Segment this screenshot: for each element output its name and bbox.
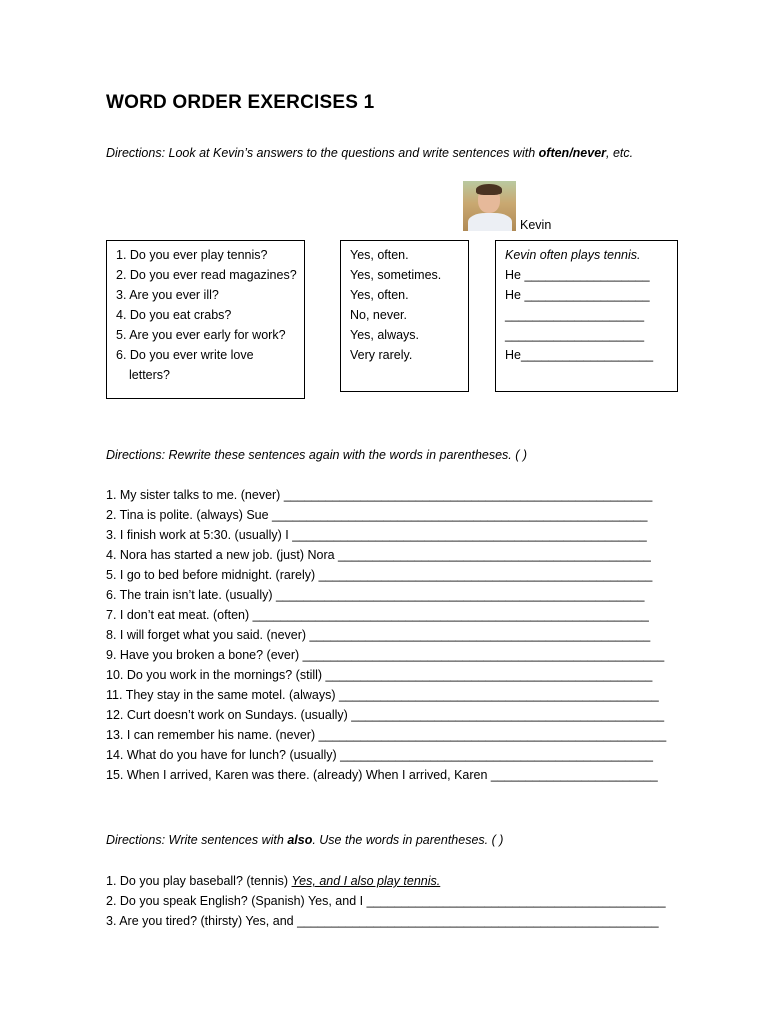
rewrite-list bbox=[106, 485, 666, 785]
answer: Yes, often. bbox=[350, 288, 409, 302]
example-sentence: Kevin often plays tennis. bbox=[505, 248, 641, 262]
answer: Yes, sometimes. bbox=[350, 268, 442, 282]
answer-blank[interactable]: He___________________ bbox=[505, 348, 654, 362]
exercise-item[interactable]: 1. My sister talks to me. (never) _____________________________________________________ bbox=[106, 488, 653, 502]
exercise-item bbox=[106, 871, 666, 891]
directions-3-text: Directions: Write sentences with bbox=[106, 833, 288, 847]
answer-blank[interactable]: He __________________ bbox=[505, 288, 650, 302]
also-list bbox=[106, 871, 666, 931]
answer: No, never. bbox=[350, 308, 407, 322]
exercise-item[interactable]: 12. Curt doesn’t work on Sundays. (usually) _____________________________________________ bbox=[106, 708, 665, 722]
exercise-item[interactable]: 2. Tina is polite. (always) Sue ______________________________________________________ bbox=[106, 508, 648, 522]
directions-1-keyword: often/never bbox=[538, 146, 607, 160]
question: 2. Do you ever read magazines? bbox=[116, 268, 297, 282]
questions-box bbox=[106, 240, 305, 399]
question: 5. Are you ever early for work? bbox=[116, 328, 286, 342]
item-prompt: 1. Do you play baseball? (tennis) bbox=[106, 874, 292, 888]
exercise-item[interactable]: 10. Do you work in the mornings? (still) _______________________________________________ bbox=[106, 668, 653, 682]
exercise-item[interactable]: 4. Nora has started a new job. (just) Nora _____________________________________________ bbox=[106, 548, 651, 562]
question: 3. Are you ever ill? bbox=[116, 288, 219, 302]
exercise-item[interactable]: 5. I go to bed before midnight. (rarely) ________________________________________________ bbox=[106, 568, 653, 582]
exercise-item[interactable]: 9. Have you broken a bone? (ever) ____________________________________________________ bbox=[106, 648, 665, 662]
directions-1-suffix: , etc. bbox=[606, 146, 634, 160]
answer: Yes, often. bbox=[350, 248, 409, 262]
exercise-item[interactable]: 3. I finish work at 5:30. (usually) I ___________________________________________________ bbox=[106, 528, 647, 542]
kevin-photo bbox=[463, 181, 516, 231]
question: 1. Do you ever play tennis? bbox=[116, 248, 268, 262]
directions-1-text: Directions: Look at Kevin’s answers to the questions and write sentences with bbox=[106, 146, 539, 160]
question: 4. Do you eat crabs? bbox=[116, 308, 232, 322]
exercise-item[interactable]: 6. The train isn’t late. (usually) _____________________________________________________ bbox=[106, 588, 645, 602]
directions-2: Directions: Rewrite these sentences again with the words in parentheses. ( ) bbox=[106, 448, 528, 462]
exercise-item[interactable]: 14. What do you have for lunch? (usually) _____________________________________________ bbox=[106, 748, 653, 762]
exercise-item[interactable]: 3. Are you tired? (thirsty) Yes, and ____________________________________________________ bbox=[106, 914, 659, 928]
answer-blank[interactable]: ____________________ bbox=[505, 308, 645, 322]
photo-caption: Kevin bbox=[520, 218, 552, 232]
example-answer: Yes, and I also play tennis. bbox=[291, 874, 441, 888]
exercise-item[interactable]: 7. I don’t eat meat. (often) _________________________________________________________ bbox=[106, 608, 649, 622]
answer: Very rarely. bbox=[350, 348, 413, 362]
exercise-item[interactable]: 8. I will forget what you said. (never) _________________________________________________ bbox=[106, 628, 651, 642]
page-title: WORD ORDER EXERCISES 1 bbox=[106, 92, 375, 113]
directions-3-keyword: also bbox=[287, 833, 313, 847]
answer: Yes, always. bbox=[350, 328, 420, 342]
directions-3-suffix: . Use the words in parentheses. ( ) bbox=[312, 833, 504, 847]
answer-blank[interactable]: ____________________ bbox=[505, 328, 645, 342]
answers-box bbox=[340, 240, 469, 392]
exercise-item[interactable]: 2. Do you speak English? (Spanish) Yes, and I ___________________________________________ bbox=[106, 894, 666, 908]
sentences-box bbox=[495, 240, 678, 392]
directions-1 bbox=[106, 146, 633, 160]
exercise-item[interactable]: 13. I can remember his name. (never) __________________________________________________ bbox=[106, 728, 667, 742]
exercise-item[interactable]: 11. They stay in the same motel. (always) ______________________________________________ bbox=[106, 688, 659, 702]
exercise-item[interactable]: 15. When I arrived, Karen was there. (already) When I arrived, Karen ________________________ bbox=[106, 768, 658, 782]
answer-blank[interactable]: He __________________ bbox=[505, 268, 650, 282]
question-continued: letters? bbox=[129, 368, 170, 382]
directions-3 bbox=[106, 833, 503, 847]
question: 6. Do you ever write love bbox=[116, 348, 254, 362]
